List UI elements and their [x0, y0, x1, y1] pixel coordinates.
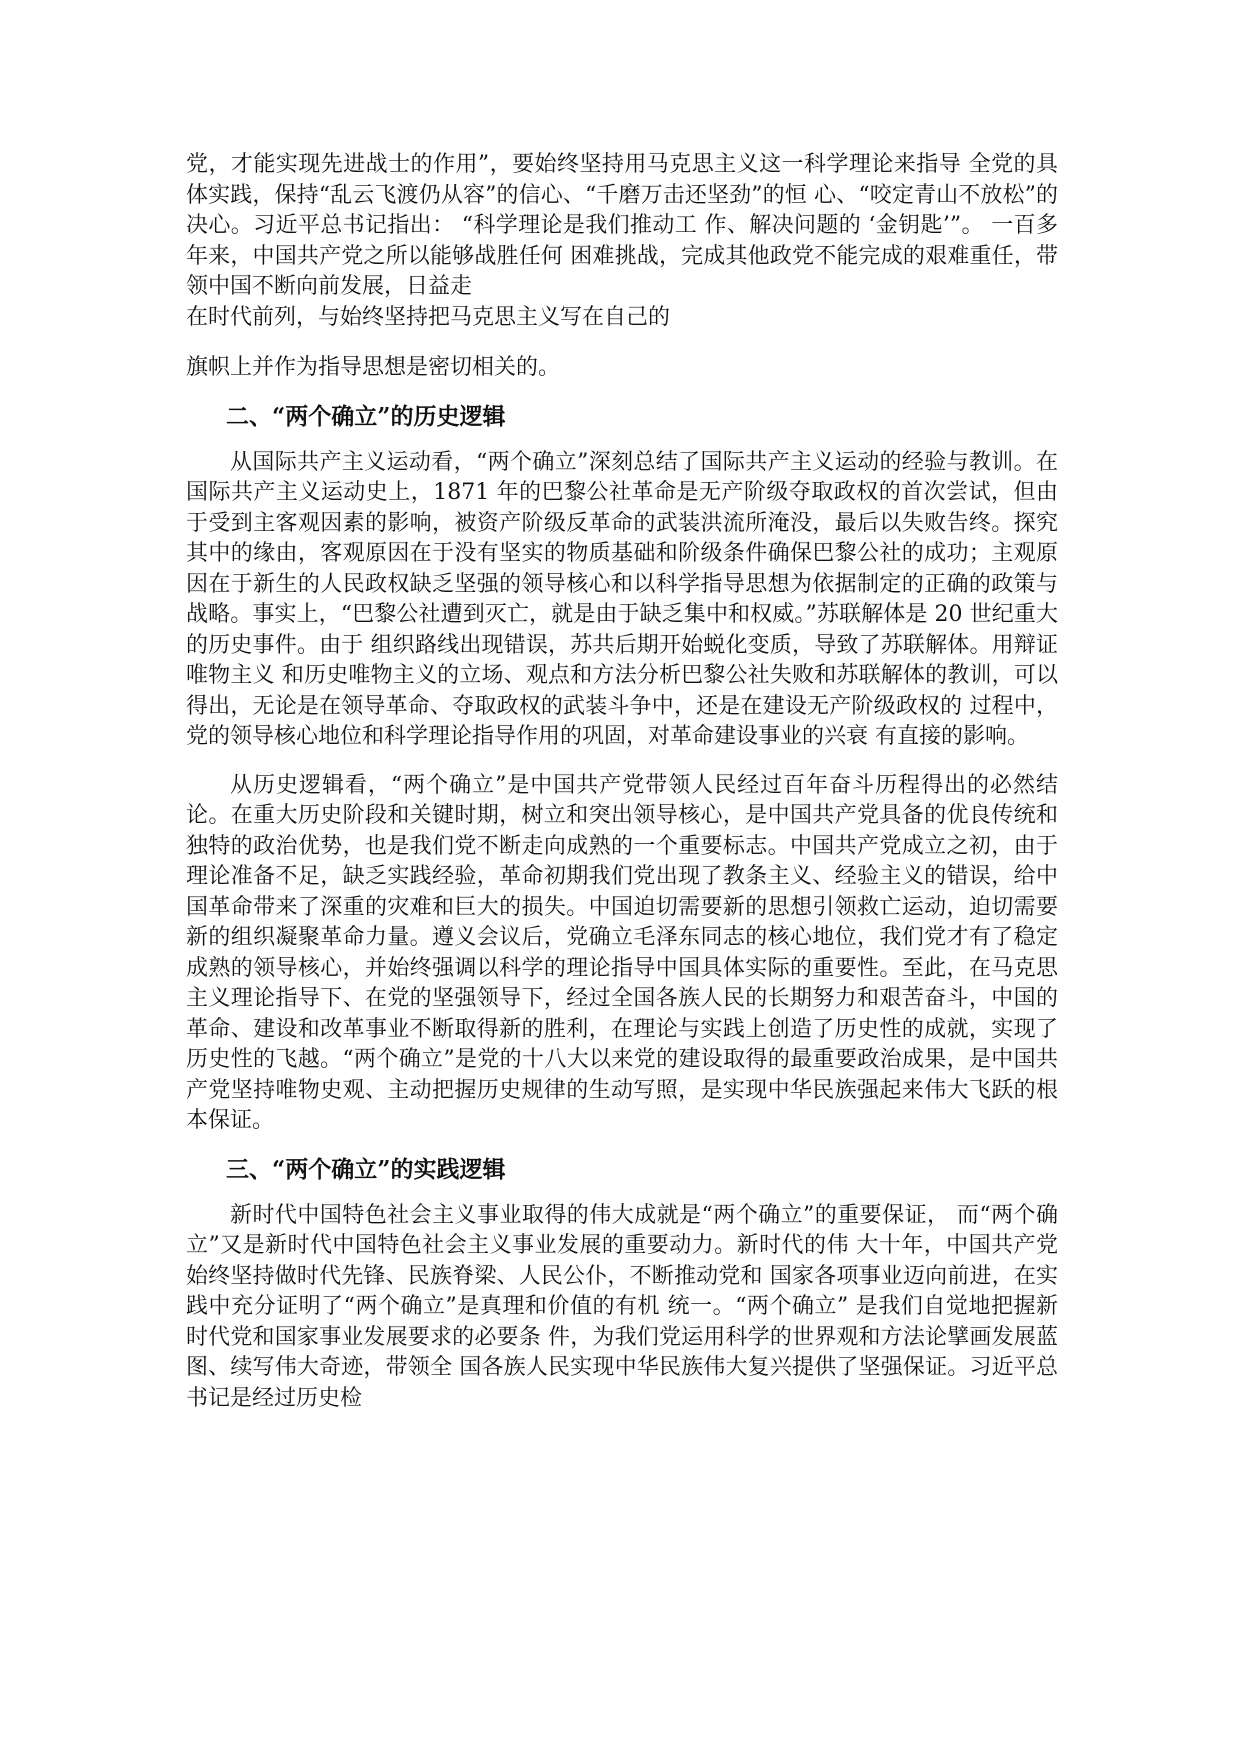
body-paragraph: 从国际共产主义运动看，“两个确立”深刻总结了国际共产主义运动的经验与教训。在国际共产主义运动史上，1871 年的巴黎公社革命是无产阶级夺取政权的首次尝试，但由于受到主客观因素的影响，被资产阶级反革命的武装洪流所淹没，最后以失败告终。探究其中的缘由，客观原因在于没有坚实的物质基础和阶级条件确保巴黎公社的成功；主观原因在于新生的人民政权缺乏坚强的领导核心和以科学指导思想为依据制定的正确的政策与战略。事实上，“巴黎公社遭到灭亡，就是由于缺乏集中和权威。”苏联解体是 20 世纪重大的历史事件。由于 组织路线出现错误，苏共后期开始蜕化变质，导致了苏联解体。用辩证唯物主义 和历史唯物主义的立场、观点和方法分析巴黎公社失败和苏联解体的教训，可以 得出，无论是在领导革命、夺取政权的武装斗争中，还是在建设无产阶级政权的 过程中，党的领导核心地位和科学理论指导作用的巩固，对革命建设事业的兴衰 有直接的影响。: [186, 449, 1058, 749]
section-heading-practice: 三、“两个确立”的实践逻辑: [226, 1155, 506, 1183]
intro-paragraph: [186, 150, 1058, 333]
intro-closing-line: 旗帜上并作为指导思想是密切相关的。: [186, 355, 561, 380]
intro-text-continued: 在时代前列，与始终坚持把马克思主义写在自己的: [186, 304, 671, 330]
document-page: [186, 150, 1058, 1414]
section-heading-history: 二、“两个确立”的历史逻辑: [226, 402, 506, 430]
body-paragraph: 从历史逻辑看，“两个确立”是中国共产党带领人民经过百年奋斗历程得出的必然结论。在重大历史阶段和关键时期，树立和突出领导核心，是中国共产党具备的优良传统和独特的政治优势，也是我们党不断走向成熟的一个重要标志。中国共产党成立之初，由于理论准备不足，缺乏实践经验，革命初期我们党出现了教条主义、经验主义的错误，给中国革命带来了深重的灾难和巨大的损失。中国迫切需要新的思想引领救亡运动，迫切需要新的组织凝聚革命力量。遵义会议后，党确立毛泽东同志的核心地位，我们党才有了稳定成熟的领导核心，并始终强调以科学的理论指导中国具体实际的重要性。至此，在马克思主义理论指导下、在党的坚强领导下，经过全国各族人民的长期努力和艰苦奋斗，中国的革命、建设和改革事业不断取得新的胜利，在理论与实践上创造了历史性的成就，实现了历史性的飞越。“两个确立”是党的十八大以来党的建设取得的最重要政治成果，是中国共产党坚持唯物史观、主动把握历史规律的生动写照，是实现中华民族强起来伟大飞跃的根本保证。: [186, 772, 1058, 1133]
body-paragraph: 新时代中国特色社会主义事业取得的伟大成就是“两个确立”的重要保证， 而“两个确立”又是新时代中国特色社会主义事业发展的重要动力。新时代的伟 大十年，中国共产党始终坚持做时代先锋、民族脊梁、人民公仆，不断推动党和 国家各项事业迈向前进，在实践中充分证明了“两个确立”是真理和价值的有机 统一。“两个确立” 是我们自觉地把握新时代党和国家事业发展要求的必要条 件，为我们党运用科学的世界观和方法论擘画发展蓝图、续写伟大奇迹，带领全 国各族人民实现中华民族伟大复兴提供了坚强保证。习近平总书记是经过历史检: [186, 1202, 1058, 1411]
intro-text: 党，才能实现先进战士的作用”，要始终坚持用马克思主义这一科学理论来指导 全党的具体实践，保持“乱云飞渡仍从容”的信心、“千磨万击还坚劲”的恒 心、“咬定青山不放松”的决心。习近平总书记指出： “科学理论是我们推动工 作、解决问题的 ‘金钥匙’”。 一百多年来，中国共产党之所以能够战胜任何 困难挑战，完成其他政党不能完成的艰难重任，带领中国不断向前发展，日益走: [186, 152, 1058, 299]
